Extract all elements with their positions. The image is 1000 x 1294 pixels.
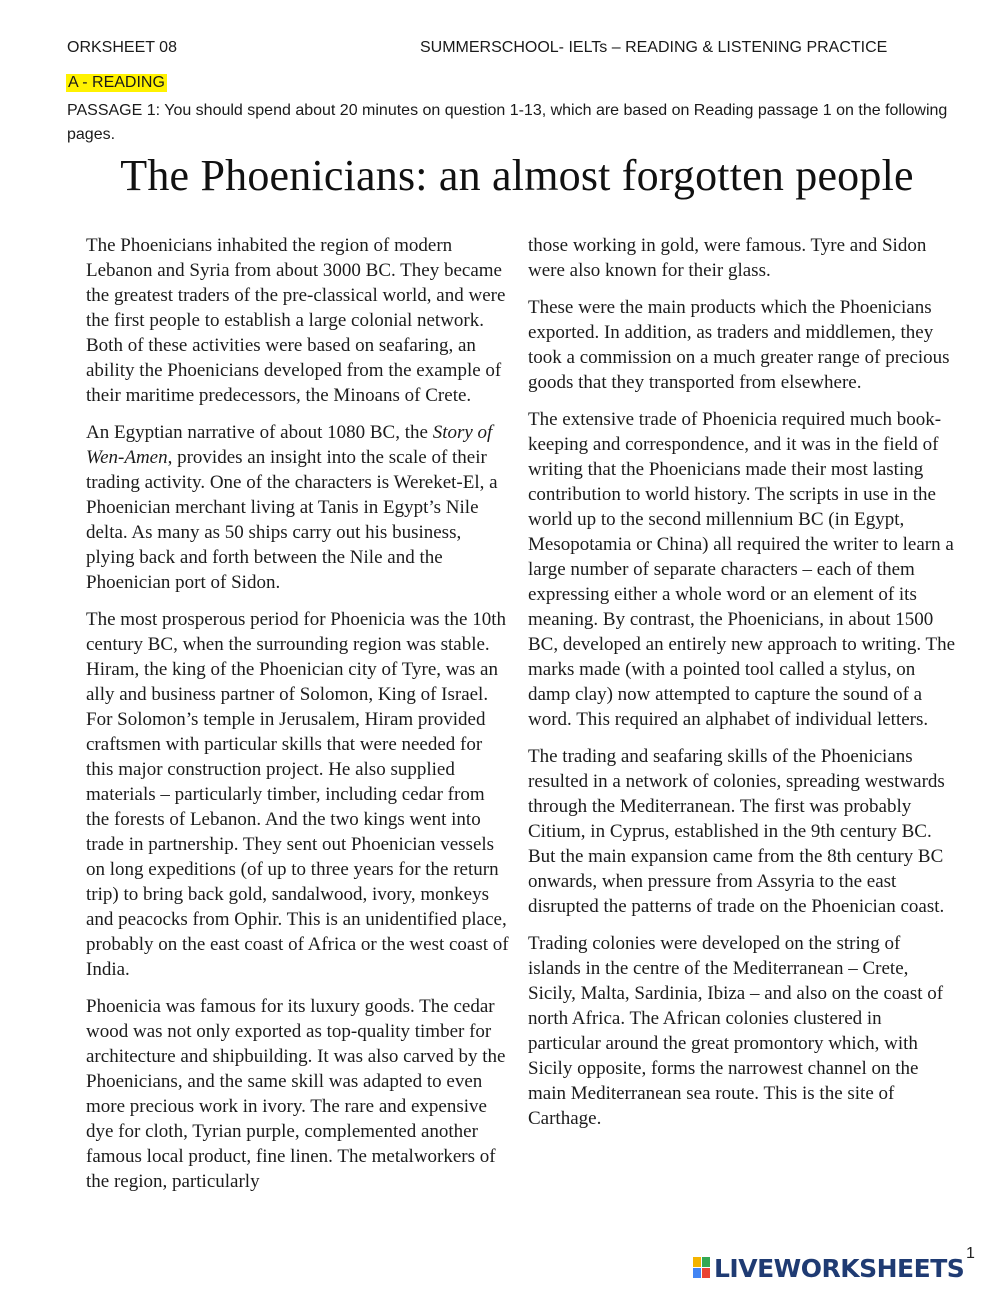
text-column-left [86,233,511,1206]
liveworksheets-logo[interactable] [693,1255,964,1281]
paragraph: Phoenicia was famous for its luxury goods. The cedar wood was not only exported as top-quality timber for architecture and shipbuilding. It was also carved by the Phoenicians, and the same skill was adapted to even more precious work in ivory. The rare and expensive dye for cloth, Tyrian purple, complemented another famous local product, fine linen. The metalworkers of the region, particularly [86,996,506,1192]
paragraph: those working in gold, were famous. Tyre and Sidon were also known for their glass. [528,235,927,281]
page-number: 1 [966,1245,975,1262]
text-column-right [528,233,956,1143]
passage-intro: PASSAGE 1: You should spend about 20 minutes on question 1-13, which are based on Reading passage 1 on the following pages. [67,102,948,143]
paragraph: The extensive trade of Phoenicia required much book-keeping and correspondence, and it was in the field of writing that the Phoenicians made their most lasting contribution to world history. The scripts in use in the world up to the second millennium BC (in Egypt, Mesopotamia or China) all required the writer to learn a large number of separate characters – each of them expressing either a whole word or an element of its meaning. By contrast, the Phoenicians, in about 1500 BC, developed an entirely new approach to writing. The marks made (with a pointed tool called a stylus, on damp clay) now attempted to capture the sound of a word. This required an alphabet of individual letters. [528,409,956,730]
paragraph-lead: An Egyptian narrative of about 1080 BC, the [86,422,433,443]
paragraph: The trading and seafaring skills of the Phoenicians resulted in a network of colonies, spreading westwards through the Mediterranean. The first was probably Citium, in Cyprus, established in the 9th century BC. But the main expansion came from the 8th century BC onwards, when pressure from Assyria to the east disrupted the patterns of trade on the Phoenician coast. [528,746,945,917]
header-left: ORKSHEET 08 [67,39,177,56]
paragraph: The Phoenicians inhabited the region of modern Lebanon and Syria from about 3000 BC. They became the greatest traders of the pre-classical world, and were the first people to establish a large colonial network. Both of these activities were based on seafaring, an ability the Phoenicians developed from the example of their maritime predecessors, the Minoans of Crete. [86,235,506,406]
paragraph: The most prosperous period for Phoenicia was the 10th century BC, when the surrounding region was stable. Hiram, the king of the Phoenician city of Tyre, was an ally and business partner of Solomon, King of Israel. For Solomon’s temple in Jerusalem, Hiram provided craftsmen with particular skills that were needed for this major construction project. He also supplied materials – particularly timber, including cedar from the forests of Lebanon. And the two kings went into trade in partnership. They sent out Phoenician vessels on long expeditions (of up to three years for the return trip) to bring back gold, sandalwood, ivory, monkeys and peacocks from Ophir. This is an unidentified place, probably on the east coast of Africa or the west coast of India. [86,609,509,980]
paragraph-mid: , provides an insight into the scale of their trading activity. One of the characters is [86,447,487,493]
story-title: Story of Wen-Amen [86,422,493,468]
paragraph: These were the main products which the Phoenicians exported. In addition, as traders and middlemen, they took a commission on a much greater range of precious goods that they transported from elsewhere. [528,297,950,393]
paragraph [86,420,511,595]
logo-text: LIVEWORKSHEETS [714,1253,965,1283]
section-label: A - READING [68,74,165,91]
liveworksheets-logo-icon [693,1257,711,1279]
header-right: SUMMERSCHOOL- IELTs – READING & LISTENING PRACTICE [420,39,888,56]
paragraph: Trading colonies were developed on the string of islands in the centre of the Mediterranean – Crete, Sicily, Malta, Sardinia, Ibiza – and also on the coast of north Africa. The African colonies clustered in particular around the great promontory which, with Sicily opposite, forms the narrowest channel on the main Mediterranean sea route. This is the site of Carthage. [528,933,944,1129]
passage-title: The Phoenicians: an almost forgotten people [120,151,914,200]
paragraph-tail: Wereket-El, a Phoenician merchant living at Tanis in Egypt’s Nile delta. As many as 50 ships carry out his business, plying back and forth between the Nile and the Phoenician port of Sidon. [86,472,498,593]
